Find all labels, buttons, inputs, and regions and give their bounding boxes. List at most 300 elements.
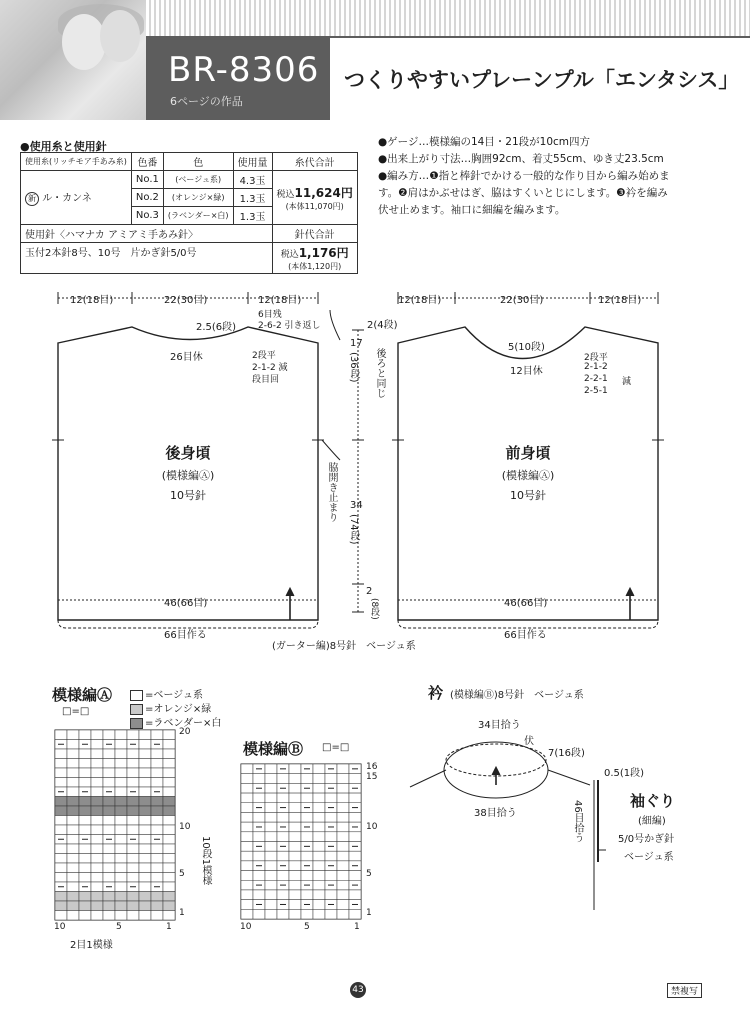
back-top-width-3: 12(18目) [258, 295, 302, 306]
chart-cell [91, 835, 103, 845]
chart-cell [79, 730, 91, 740]
chart-cell [67, 901, 79, 911]
chart-cell [139, 768, 151, 778]
swatch-lavender [130, 718, 143, 729]
copy-prohibited-stamp: 禁複写 [667, 983, 702, 998]
needle-total-header: 針代合計 [272, 225, 357, 243]
pattern-a-legend-2 [130, 700, 211, 715]
chart-cell [301, 890, 313, 900]
armhole-rows: (36段) [348, 352, 359, 383]
chart-cell [139, 835, 151, 845]
col-no: 色番 [131, 153, 163, 171]
model-subtitle: 6ページの作品 [170, 95, 243, 108]
collar-top-pick: 34目拾う [478, 720, 521, 731]
chart-cell [91, 768, 103, 778]
chart-cell [289, 774, 301, 784]
front-dec-1: 2段平 [584, 353, 608, 363]
chart-cell [289, 842, 301, 852]
back-shoulder-2: 2-6-2 引き返し [258, 321, 321, 331]
chart-cell [241, 774, 253, 784]
chart-cell [349, 832, 361, 842]
collar-bottom-pick: 38目拾う [474, 808, 517, 819]
yarn-total-prefix: 税込 [276, 189, 295, 200]
chart-cell [301, 909, 313, 919]
chart-cell [55, 749, 67, 759]
side-opening: 脇開き止まり [326, 462, 337, 522]
collar-bind-off: 伏 [524, 736, 534, 747]
chart-cell [265, 832, 277, 842]
chart-cell [127, 911, 139, 921]
chart-cell [289, 832, 301, 842]
chart-cell [115, 901, 127, 911]
chart-cell [103, 854, 115, 864]
chart-cell [337, 842, 349, 852]
hem-rows: (8段) [369, 598, 379, 620]
chart-cell [289, 851, 301, 861]
front-neck-depth: 5(10段) [508, 342, 545, 353]
back-piece-name: 後身頃 [165, 444, 211, 462]
chart-cell [139, 787, 151, 797]
armband-pick: 46目拾う [572, 800, 583, 843]
chart-cell [313, 793, 325, 803]
row3-color: (ラベンダー×白) [163, 207, 233, 225]
row1-amount: 4.3玉 [233, 171, 272, 189]
chart-cell [151, 911, 163, 921]
front-top-width-3: 12(18目) [598, 295, 642, 306]
col-amount: 使用量 [233, 153, 272, 171]
chart-cell [67, 854, 79, 864]
armband-sub: (細編) [638, 816, 666, 827]
chart-cell [67, 740, 79, 750]
chart-cell [337, 793, 349, 803]
front-dec-3: 2-2-1 [584, 374, 608, 384]
pattern-b-row-16: 16 [366, 762, 378, 772]
chart-cell [127, 806, 139, 816]
chart-cell [115, 787, 127, 797]
chart-cell [103, 759, 115, 769]
chart-cell [91, 901, 103, 911]
chart-cell [67, 873, 79, 883]
chart-cell [79, 892, 91, 902]
chart-cell [163, 749, 175, 759]
chart-cell [265, 764, 277, 774]
chart-cell [127, 768, 139, 778]
chart-cell [79, 759, 91, 769]
chart-cell [325, 909, 337, 919]
chart-cell [241, 822, 253, 832]
chart-cell [241, 880, 253, 890]
page-number: 43 [350, 982, 366, 998]
chart-cell [337, 890, 349, 900]
armband-title: 袖ぐり [630, 792, 676, 810]
chart-cell [139, 816, 151, 826]
swatch-beige [130, 690, 143, 701]
chart-cell [115, 797, 127, 807]
chart-cell [151, 749, 163, 759]
chart-cell [313, 764, 325, 774]
chart-cell [139, 911, 151, 921]
needle-total-ex: (本体1,120円) [288, 262, 342, 271]
chart-cell [115, 825, 127, 835]
chart-cell [265, 861, 277, 871]
page-title: つくりやすいプレーンプル「エンタシス」 [344, 68, 740, 92]
chart-cell [127, 778, 139, 788]
chart-cell [313, 871, 325, 881]
chart-cell [163, 740, 175, 750]
chart-cell [103, 901, 115, 911]
chart-cell [277, 812, 289, 822]
needle-total-prefix: 税込 [280, 250, 299, 260]
gridB-svg [241, 764, 361, 919]
chart-cell [289, 890, 301, 900]
chart-cell [277, 774, 289, 784]
chart-cell [151, 863, 163, 873]
chart-cell [67, 806, 79, 816]
chart-cell [139, 844, 151, 854]
pattern-b-col-5: 5 [304, 922, 310, 932]
chart-cell [265, 822, 277, 832]
chart-cell [139, 749, 151, 759]
chart-cell [253, 793, 265, 803]
gridA-svg [55, 730, 175, 920]
chart-cell [127, 854, 139, 864]
chart-cell [67, 892, 79, 902]
pattern-a-row-20: 20 [179, 727, 191, 737]
chart-cell [91, 740, 103, 750]
back-needle: 10号針 [170, 489, 206, 502]
chart-cell [91, 749, 103, 759]
chart-cell [55, 892, 67, 902]
chart-cell [91, 892, 103, 902]
chart-cell [79, 806, 91, 816]
legend-beige: =ベージュ系 [145, 690, 203, 701]
chart-cell [301, 832, 313, 842]
chart-cell [265, 890, 277, 900]
chart-cell [91, 806, 103, 816]
pattern-b-title: 模様編Ⓑ [243, 740, 304, 758]
chart-cell [265, 842, 277, 852]
materials-heading: ●使用糸と使用針 [20, 140, 107, 153]
method-note-2: す。❷肩はかぶせはぎ、脇はすくいとじにします。❸衿を編み [378, 187, 668, 199]
pattern-a-chart [55, 730, 175, 920]
model-number: BR-8306 [168, 50, 320, 90]
chart-cell [241, 900, 253, 910]
chart-cell [277, 851, 289, 861]
chart-cell [289, 783, 301, 793]
chart-cell [337, 822, 349, 832]
chart-cell [241, 812, 253, 822]
chart-cell [103, 730, 115, 740]
col-yarn: 使用糸(リッチモア手あみ糸) [21, 153, 132, 171]
chart-cell [55, 854, 67, 864]
chart-cell [127, 901, 139, 911]
chart-cell [67, 749, 79, 759]
chart-cell [337, 774, 349, 784]
chart-cell [337, 832, 349, 842]
chart-cell [313, 774, 325, 784]
pattern-a-title: 模様編Ⓐ [52, 686, 113, 704]
chart-cell [163, 873, 175, 883]
chart-cell [91, 873, 103, 883]
chart-cell [103, 778, 115, 788]
chart-cell [253, 812, 265, 822]
chart-cell [55, 911, 67, 921]
needles: 玉付2本針8号、10号 片かぎ針5/0号 [21, 243, 273, 274]
chart-cell [139, 892, 151, 902]
chart-cell [253, 909, 265, 919]
pattern-a-row-5: 5 [179, 869, 185, 879]
chart-cell [55, 730, 67, 740]
chart-cell [265, 900, 277, 910]
armhole-cm: 17 [350, 338, 363, 349]
chart-cell [115, 844, 127, 854]
back-neck-depth: 2.5(6段) [196, 322, 237, 333]
armband-depth: 0.5(1段) [604, 768, 645, 779]
chart-cell [127, 816, 139, 826]
chart-cell [151, 892, 163, 902]
legend-orange: =オレンジ×緑 [145, 704, 212, 715]
pattern-a-key: □=□ [62, 706, 90, 717]
chart-cell [79, 844, 91, 854]
chart-cell [103, 844, 115, 854]
chart-cell [127, 759, 139, 769]
chart-cell [163, 835, 175, 845]
legend-lavender: =ラベンダー×白 [145, 718, 222, 729]
chart-cell [163, 768, 175, 778]
body-cm: 34 [350, 500, 363, 511]
method-note-3: 伏せ止めます。袖口に細編を編みます。 [378, 204, 566, 216]
chart-cell [313, 900, 325, 910]
chart-cell [55, 863, 67, 873]
chart-cell [289, 900, 301, 910]
pattern-b-row-10: 10 [366, 822, 378, 832]
row2-amount: 1.3玉 [233, 189, 272, 207]
chart-cell [163, 901, 175, 911]
chart-cell [337, 851, 349, 861]
pattern-b-row-5: 5 [366, 869, 372, 879]
chart-cell [91, 797, 103, 807]
chart-cell [337, 764, 349, 774]
back-neck-rest: 26目休 [170, 352, 203, 363]
chart-cell [79, 863, 91, 873]
front-neck-rest: 12目休 [510, 366, 543, 377]
border-label: (ガーター編)8号針 ベージュ系 [272, 641, 416, 652]
chart-cell [349, 851, 361, 861]
needle-header: 使用針〈ハマナカ アミアミ手あみ針〉 [21, 225, 273, 243]
chart-cell [55, 816, 67, 826]
back-dec-2: 2-1-2 減 [252, 363, 288, 373]
body-rows: (74段) [348, 514, 359, 545]
chart-cell [67, 825, 79, 835]
chart-cell [115, 882, 127, 892]
chart-cell [67, 844, 79, 854]
chart-cell [79, 797, 91, 807]
chart-cell [241, 803, 253, 813]
chart-cell [79, 901, 91, 911]
chart-cell [241, 764, 253, 774]
chart-cell [265, 871, 277, 881]
chart-cell [115, 911, 127, 921]
chart-cell [337, 880, 349, 890]
chart-cell [139, 854, 151, 864]
pattern-a-col-10: 10 [54, 922, 66, 932]
gauge-note: ●ゲージ…模様編の14目・21段が10cm四方 [378, 136, 591, 148]
chart-cell [115, 740, 127, 750]
method-note-1: ●編み方…❶指と棒針でかける一般的な作り目から編み始めま [378, 170, 670, 182]
pattern-b-col-10: 10 [240, 922, 252, 932]
chart-cell [67, 882, 79, 892]
chart-cell [313, 890, 325, 900]
chart-cell [103, 749, 115, 759]
chart-cell [139, 901, 151, 911]
chart-cell [313, 842, 325, 852]
new-badge: 新 [25, 192, 39, 206]
pattern-a-row-1: 1 [179, 908, 185, 918]
chart-cell [91, 911, 103, 921]
front-dec-label: 減 [622, 377, 632, 387]
pattern-a-col-1: 1 [166, 922, 172, 932]
chart-cell [103, 797, 115, 807]
chart-cell [289, 861, 301, 871]
front-width: 46(66目) [504, 598, 548, 609]
chart-cell [103, 863, 115, 873]
chart-cell [163, 787, 175, 797]
chart-cell [349, 812, 361, 822]
chart-cell [301, 793, 313, 803]
chart-cell [151, 901, 163, 911]
chart-cell [313, 851, 325, 861]
chart-cell [241, 909, 253, 919]
chart-cell [103, 911, 115, 921]
chart-cell [67, 911, 79, 921]
chart-cell [337, 861, 349, 871]
chart-cell [241, 793, 253, 803]
chart-cell [139, 759, 151, 769]
chart-cell [151, 768, 163, 778]
collar-title: 衿 [428, 684, 444, 702]
chart-cell [265, 803, 277, 813]
chart-cell [289, 909, 301, 919]
pattern-a-legend-3 [130, 714, 221, 729]
chart-cell [79, 816, 91, 826]
chart-cell [55, 806, 67, 816]
row1-color: (ベージュ系) [163, 171, 233, 189]
chart-cell [163, 863, 175, 873]
size-note: ●出来上がり寸法…胸囲92cm、着丈55cm、ゆき丈23.5cm [378, 153, 664, 165]
chart-cell [55, 873, 67, 883]
chart-cell [151, 759, 163, 769]
chart-cell [253, 851, 265, 861]
chart-cell [91, 787, 103, 797]
chart-cell [277, 871, 289, 881]
needle-total: 1,176円 [298, 246, 349, 260]
chart-cell [163, 797, 175, 807]
chart-cell [337, 812, 349, 822]
front-piece-name: 前身頃 [505, 444, 551, 462]
front-cast-on: 66目作る [504, 630, 547, 641]
chart-cell [313, 909, 325, 919]
chart-cell [67, 759, 79, 769]
back-shoulder-1: 6目残 [258, 310, 282, 320]
chart-cell [163, 816, 175, 826]
chart-cell [349, 890, 361, 900]
chart-cell [67, 816, 79, 826]
chart-cell [127, 797, 139, 807]
chart-cell [151, 844, 163, 854]
back-cast-on: 66目作る [164, 630, 207, 641]
row3-no: No.3 [131, 207, 163, 225]
front-top-width-1: 12(18目) [398, 295, 442, 306]
collar-depth: 7(16段) [548, 748, 585, 759]
chart-cell [91, 863, 103, 873]
chart-cell [325, 851, 337, 861]
chart-cell [289, 764, 301, 774]
chart-cell [325, 812, 337, 822]
chart-cell [139, 882, 151, 892]
chart-cell [241, 842, 253, 852]
chart-cell [277, 909, 289, 919]
chart-cell [67, 835, 79, 845]
chart-cell [79, 873, 91, 883]
chart-cell [289, 793, 301, 803]
chart-cell [91, 778, 103, 788]
chart-cell [163, 806, 175, 816]
chart-cell [139, 778, 151, 788]
chart-cell [139, 806, 151, 816]
chart-cell [103, 825, 115, 835]
chart-cell [325, 793, 337, 803]
chart-cell [163, 882, 175, 892]
chart-cell [265, 851, 277, 861]
same-as-back: 後ろと同じ [374, 348, 385, 398]
chart-cell [277, 832, 289, 842]
chart-cell [79, 768, 91, 778]
chart-cell [337, 871, 349, 881]
chart-cell [79, 911, 91, 921]
chart-cell [67, 787, 79, 797]
chart-cell [91, 844, 103, 854]
chart-cell [55, 778, 67, 788]
chart-cell [265, 909, 277, 919]
chart-cell [115, 778, 127, 788]
chart-cell [313, 822, 325, 832]
chart-cell [151, 816, 163, 826]
chart-cell [241, 861, 253, 871]
collar-sub: (模様編Ⓑ)8号針 ベージュ系 [450, 690, 584, 701]
front-top-width-2: 22(30目) [500, 295, 544, 306]
pattern-b-key: □=□ [322, 742, 350, 753]
chart-cell [289, 803, 301, 813]
chart-cell [325, 774, 337, 784]
chart-cell [79, 778, 91, 788]
chart-cell [349, 871, 361, 881]
chart-cell [313, 832, 325, 842]
chart-cell [151, 854, 163, 864]
chart-cell [289, 822, 301, 832]
front-needle: 10号針 [510, 489, 546, 502]
chart-cell [55, 797, 67, 807]
chart-cell [337, 900, 349, 910]
chart-cell [241, 871, 253, 881]
pattern-b-col-1: 1 [354, 922, 360, 932]
chart-cell [139, 825, 151, 835]
chart-cell [253, 890, 265, 900]
row2-no: No.2 [131, 189, 163, 207]
chart-cell [115, 835, 127, 845]
chart-cell [103, 892, 115, 902]
chart-cell [115, 892, 127, 902]
yarn-total-ex: (本体11,070円) [285, 201, 344, 211]
